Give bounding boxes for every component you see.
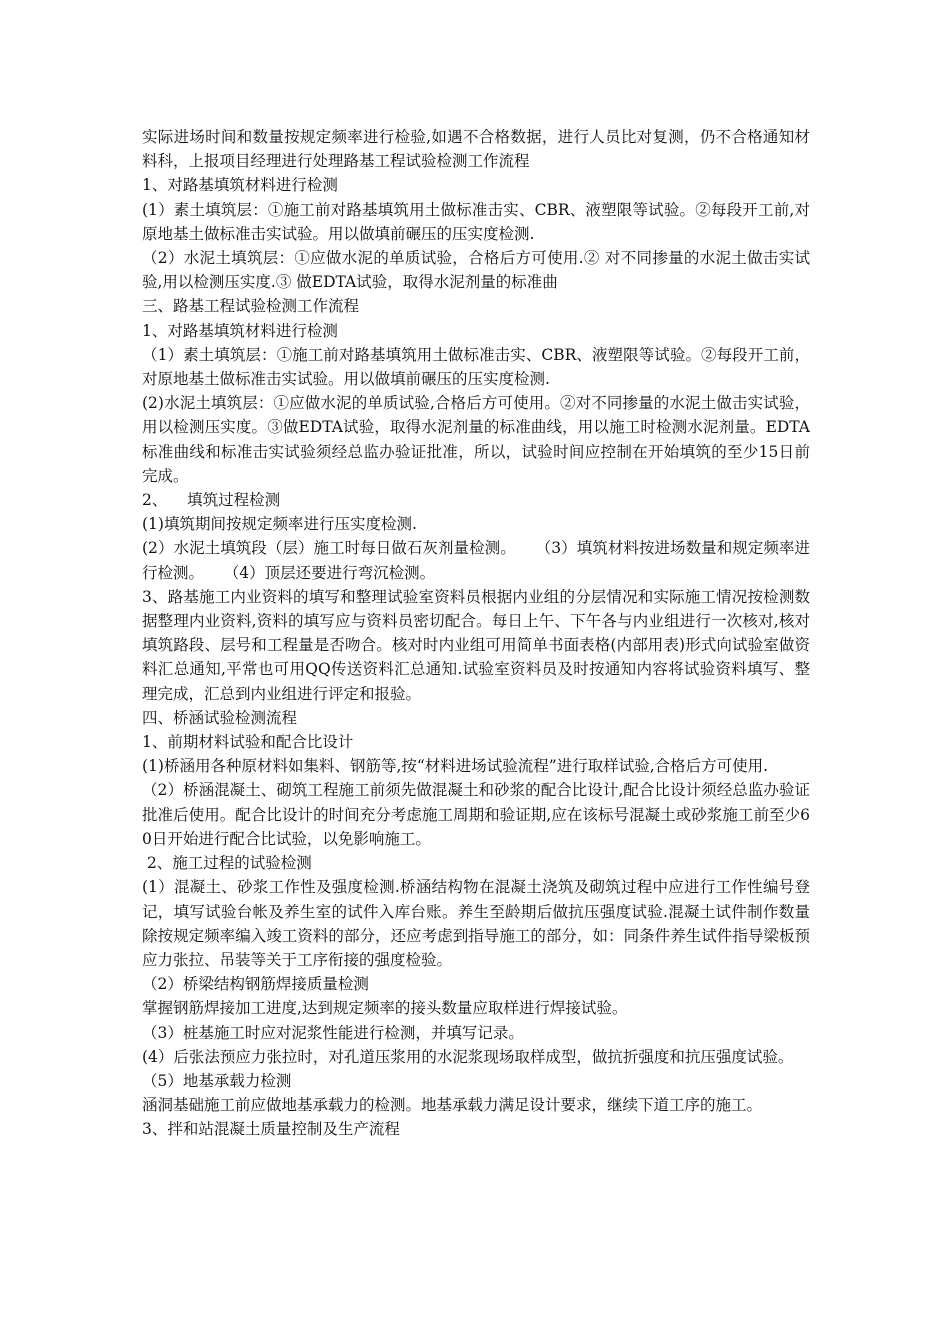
- section-heading: （2）桥梁结构钢筋焊接质量检测: [142, 975, 369, 994]
- paragraph: (1）混凝土、砂浆工作性及强度检测.桥涵结构物在混凝土浇筑及砌筑过程中应进行工作性编号登记，填写试验台帐及养生室的试件入库台账。养生至龄期后做抗压强度试验.混凝土试件制作数量除按规定频率编入竣工资料的部分，还应考虑到指导施工的部分，如：同条件养生试件指导梁板预应力张拉、吊装等关于工序衔接的强度检验。: [142, 878, 810, 969]
- paragraph: (1）素土填筑层：①施工前对路基填筑用土做标准击实、CBR、液塑限等试验。②每段开工前,对原地基土做标准击实试验。用以做填前碾压的压实度检测.: [142, 200, 810, 243]
- section-heading: 1、前期材料试验和配合比设计: [142, 733, 354, 752]
- paragraph: (1)桥涵用各种原材料如集料、钢筋等,按“材料进场试验流程”进行取样试验,合格后方可使用.: [142, 757, 769, 776]
- section-heading: （5）地基承载力检测: [142, 1071, 292, 1090]
- paragraph: 实际进场时间和数量按规定频率进行检验,如遇不合格数据，进行人员比对复测，仍不合格通知材料科，上报项目经理进行处理路基工程试验检测工作流程: [142, 128, 810, 171]
- paragraph: (2）水泥土填筑段（层）施工时每日做石灰剂量检测。 （3）填筑材料按进场数量和规定频率进行检测。 （4）顶层还要进行弯沉检测。: [142, 539, 810, 582]
- section-heading: 1、对路基填筑材料进行检测: [142, 321, 338, 340]
- section-heading: 1、对路基填筑材料进行检测: [142, 176, 338, 195]
- paragraph: (1)填筑期间按规定频率进行压实度检测.: [142, 515, 417, 534]
- paragraph: 掌握钢筋焊接加工进度,达到规定频率的接头数量应取样进行焊接试验。: [142, 999, 628, 1018]
- section-heading: 2、 填筑过程检测: [142, 491, 281, 510]
- document-page: [142, 125, 810, 1142]
- section-heading: 四、桥涵试验检测流程: [142, 708, 298, 727]
- paragraph: （2）桥涵混凝土、砌筑工程施工前须先做混凝土和砂浆的配合比设计,配合比设计须经总监办验证批准后使用。配合比设计的时间充分考虑施工周期和验证期,应在该标号混凝土或砂浆施工前至少60日开始进行配合比试验，以免影响施工。: [142, 781, 810, 848]
- section-heading: 3、拌和站混凝土质量控制及生产流程: [142, 1120, 400, 1139]
- section-heading: 2、施工过程的试验检测: [142, 854, 312, 873]
- paragraph: （2）水泥土填筑层：①应做水泥的单质试验，合格后方可使用.② 对不同掺量的水泥土做击实试验,用以检测压实度.③ 做EDTA试验，取得水泥剂量的标准曲: [142, 249, 810, 292]
- paragraph: 涵洞基础施工前应做地基承载力的检测。地基承载力满足设计要求，继续下道工序的施工。: [142, 1096, 763, 1115]
- paragraph: (4）后张法预应力张拉时，对孔道压浆用的水泥浆现场取样成型，做抗折强度和抗压强度试验。: [142, 1047, 794, 1066]
- paragraph: (2)水泥土填筑层：①应做水泥的单质试验,合格后方可使用。②对不同掺量的水泥土做击实试验，用以检测压实度。③做EDTA试验，取得水泥剂量的标准曲线，用以施工时检测水泥剂量。EDTA标准曲线和标准击实试验须经总监办验证批准，所以，试验时间应控制在开始填筑的至少15日前完成。: [142, 394, 810, 485]
- paragraph: （1）素土填筑层：①施工前对路基填筑用土做标准击实、CBR、液塑限等试验。②每段开工前，对原地基土做标准击实试验。用以做填前碾压的压实度检测.: [142, 345, 810, 389]
- paragraph: （3）桩基施工时应对泥浆性能进行检测，并填写记录。: [142, 1023, 524, 1042]
- paragraph: 3、路基施工内业资料的填写和整理试验室资料员根据内业组的分层情况和实际施工情况按检测数据整理内业资料,资料的填写应与资料员密切配合。每日上午、下午各与内业组进行一次核对,核对填筑路段、层号和工程量是否吻合。核对时内业组可用简单书面表格(内部用表)形式向试验室做资料汇总通知,平常也可用QQ传送资料汇总通知.试验室资料员及时按通知内容将试验资料填写、整理完成，汇总到内业组进行评定和报验。: [142, 587, 810, 703]
- section-heading: 三、路基工程试验检测工作流程: [142, 297, 360, 316]
